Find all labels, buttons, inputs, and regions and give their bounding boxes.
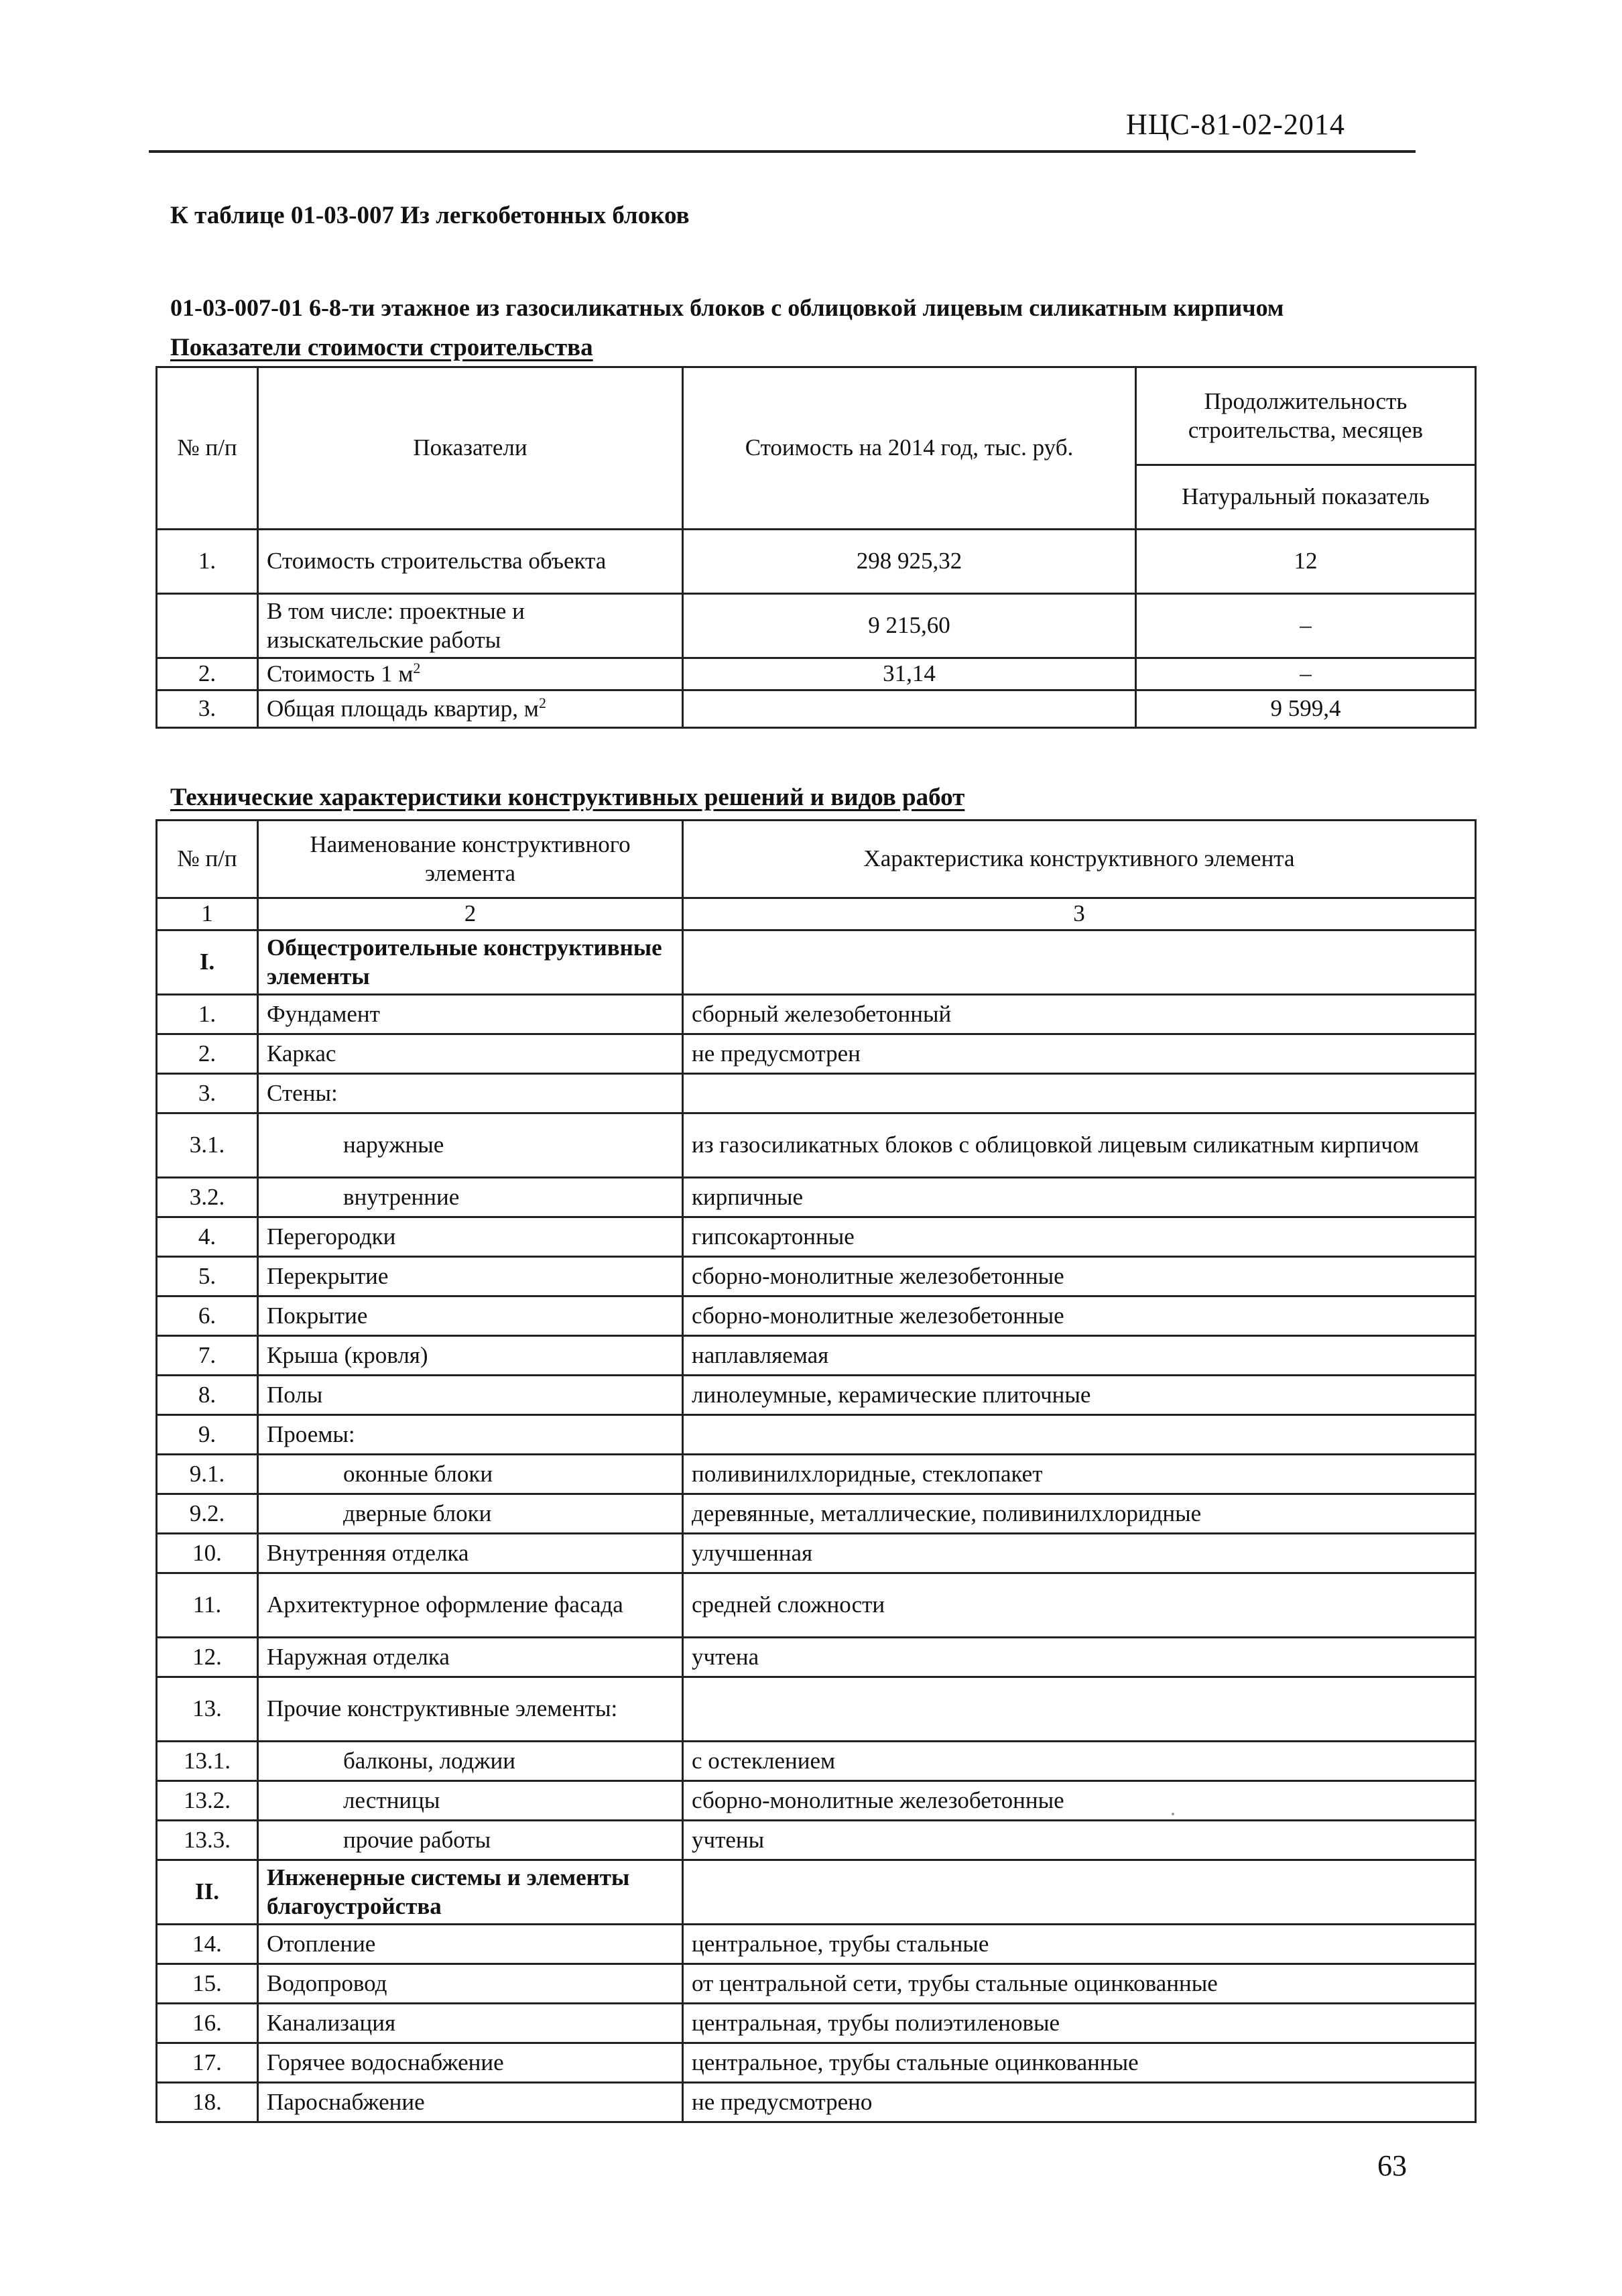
element-characteristic: центральное, трубы стальные оцинкованные [683,2043,1476,2083]
table-row [157,1821,1476,1860]
table-row [157,995,1476,1034]
table-row [157,1296,1476,1336]
row-number: 3. [157,690,258,728]
row-number: 1. [157,530,258,594]
table-row [157,594,1476,658]
element-name: Стены: [258,1074,683,1113]
cost-section-heading: Показатели стоимости строительства [170,334,593,361]
row-number: 13.2. [157,1781,258,1821]
group-row [157,930,1476,995]
row-number: 7. [157,1336,258,1376]
indicator-name [258,658,683,690]
element-characteristic: поливинилхлоридные, стеклопакет [683,1455,1476,1494]
table-row [157,1455,1476,1494]
row-number: 6. [157,1296,258,1336]
element-name: Каркас [258,1034,683,1074]
page-title: К таблице 01-03-007 Из легкобетонных блоков [170,202,690,229]
element-characteristic: сборный железобетонный [683,995,1476,1034]
table-row [157,1034,1476,1074]
cost-value: 31,14 [683,658,1136,690]
element-name: Общестроительные конструктивные элементы [258,930,683,995]
row-number: 18. [157,2083,258,2122]
row-number: 9. [157,1415,258,1455]
element-characteristic [683,1677,1476,1742]
table-row [157,1638,1476,1677]
element-name: лестницы [258,1781,683,1821]
table-row [157,1415,1476,1455]
element-characteristic: от центральной сети, трубы стальные оцинкованные [683,1964,1476,2004]
table-row [157,1573,1476,1638]
element-characteristic: сборно-монолитные железобетонные [683,1257,1476,1296]
element-characteristic: центральное, трубы стальные [683,1925,1476,1964]
row-number: 10. [157,1534,258,1573]
header-element: Наименование конструктивного элемента [258,821,683,898]
element-characteristic [683,1415,1476,1455]
group-row [157,1860,1476,1925]
table-row [157,1494,1476,1534]
row-number: 12. [157,1638,258,1677]
element-characteristic: кирпичные [683,1178,1476,1217]
element-name: Крыша (кровля) [258,1336,683,1376]
row-number: 3. [157,1074,258,1113]
element-characteristic: с остеклением [683,1742,1476,1781]
element-characteristic: улучшенная [683,1534,1476,1573]
element-characteristic: сборно-монолитные железобетонные [683,1296,1476,1336]
table-row [157,1534,1476,1573]
table-row [157,1178,1476,1217]
table-row [157,1376,1476,1415]
indicator-name: В том числе: проектные и изыскательские работы [258,594,683,658]
element-name: Перекрытие [258,1257,683,1296]
element-name: Канализация [258,2004,683,2043]
duration-value: 9 599,4 [1136,690,1476,728]
row-number: 13.1. [157,1742,258,1781]
indicator-name-text: Стоимость 1 м [267,660,414,687]
element-name: балконы, лоджии [258,1742,683,1781]
element-characteristic: не предусмотрено [683,2083,1476,2122]
row-number: 1. [157,995,258,1034]
cost-indicators-table [155,366,1477,729]
element-characteristic: из газосиликатных блоков с облицовкой лицевым силикатным кирпичом [683,1113,1476,1178]
element-name: Инженерные системы и элементы благоустройства [258,1860,683,1925]
element-name: Внутренняя отделка [258,1534,683,1573]
header-natural: Натуральный показатель [1136,465,1476,530]
element-name: оконные блоки [258,1455,683,1494]
table-row [157,1677,1476,1742]
element-characteristic [683,930,1476,995]
row-number: 16. [157,2004,258,2043]
column-number: 1 [157,898,258,930]
header-indicator: Показатели [258,367,683,530]
section-subtitle: 01-03-007-01 6-8-ти этажное из газосиликатных блоков с облицовкой лицевым силикатным кирпичом [170,294,1284,321]
scan-speck [1172,1813,1174,1815]
table-row [157,658,1476,690]
document-code: НЦС-81-02-2014 [1126,108,1345,141]
table-row [157,1964,1476,2004]
table-row [157,1113,1476,1178]
element-characteristic: линолеумные, керамические плиточные [683,1376,1476,1415]
element-name: Отопление [258,1925,683,1964]
element-characteristic: деревянные, металлические, поливинилхлоридные [683,1494,1476,1534]
element-name: Фундамент [258,995,683,1034]
duration-value: – [1136,594,1476,658]
row-number: 9.2. [157,1494,258,1534]
table-row [157,690,1476,728]
element-characteristic: центральная, трубы полиэтиленовые [683,2004,1476,2043]
element-characteristic [683,1860,1476,1925]
element-characteristic: не предусмотрен [683,1034,1476,1074]
element-name: дверные блоки [258,1494,683,1534]
element-name: Водопровод [258,1964,683,2004]
tech-characteristics-table [155,819,1477,2123]
row-number: 2. [157,658,258,690]
row-number [157,594,258,658]
row-number: 5. [157,1257,258,1296]
table-row [157,1257,1476,1296]
header-characteristic: Характеристика конструктивного элемента [683,821,1476,898]
element-characteristic: наплавляемая [683,1336,1476,1376]
table-row [157,1781,1476,1821]
table-row [157,1925,1476,1964]
page-number: 63 [1377,2149,1407,2182]
element-name: Горячее водоснабжение [258,2043,683,2083]
row-number: 8. [157,1376,258,1415]
element-characteristic: сборно-монолитные железобетонные [683,1781,1476,1821]
element-name: Перегородки [258,1217,683,1257]
table-row [157,1217,1476,1257]
row-number: 11. [157,1573,258,1638]
row-number: II. [157,1860,258,1925]
unit-superscript: 2 [413,659,421,676]
table-row [157,2083,1476,2122]
row-number: I. [157,930,258,995]
element-name: внутренние [258,1178,683,1217]
duration-value: 12 [1136,530,1476,594]
element-name: Прочие конструктивные элементы: [258,1677,683,1742]
table-row [157,2004,1476,2043]
header-rule [149,150,1416,153]
row-number: 3.2. [157,1178,258,1217]
row-number: 13. [157,1677,258,1742]
indicator-name-text: Общая площадь квартир, м [267,695,539,722]
element-name: Проемы: [258,1415,683,1455]
element-name: Архитектурное оформление фасада [258,1573,683,1638]
element-characteristic: учтены [683,1821,1476,1860]
table-row [157,2043,1476,2083]
cost-value: 298 925,32 [683,530,1136,594]
cost-value: 9 215,60 [683,594,1136,658]
element-name: Полы [258,1376,683,1415]
element-characteristic: средней сложности [683,1573,1476,1638]
column-number: 3 [683,898,1476,930]
row-number: 17. [157,2043,258,2083]
header-num: № п/п [157,367,258,530]
row-number: 13.3. [157,1821,258,1860]
table-row [157,1336,1476,1376]
element-characteristic: учтена [683,1638,1476,1677]
element-name: наружные [258,1113,683,1178]
header-num: № п/п [157,821,258,898]
element-characteristic [683,1074,1476,1113]
element-characteristic: гипсокартонные [683,1217,1476,1257]
table-row [157,1074,1476,1113]
row-number: 15. [157,1964,258,2004]
unit-superscript: 2 [538,694,546,711]
cost-value [683,690,1136,728]
column-number: 2 [258,898,683,930]
table-row [157,1742,1476,1781]
row-number: 9.1. [157,1455,258,1494]
row-number: 14. [157,1925,258,1964]
element-name: Пароснабжение [258,2083,683,2122]
header-duration: Продолжительность строительства, месяцев [1136,367,1476,465]
element-name: Покрытие [258,1296,683,1336]
header-cost: Стоимость на 2014 год, тыс. руб. [683,367,1136,530]
duration-value: – [1136,658,1476,690]
row-number: 2. [157,1034,258,1074]
element-name: прочие работы [258,1821,683,1860]
indicator-name [258,690,683,728]
tech-section-heading: Технические характеристики конструктивных решений и видов работ [170,784,965,811]
row-number: 3.1. [157,1113,258,1178]
indicator-name: Стоимость строительства объекта [258,530,683,594]
table-row [157,530,1476,594]
row-number: 4. [157,1217,258,1257]
element-name: Наружная отделка [258,1638,683,1677]
